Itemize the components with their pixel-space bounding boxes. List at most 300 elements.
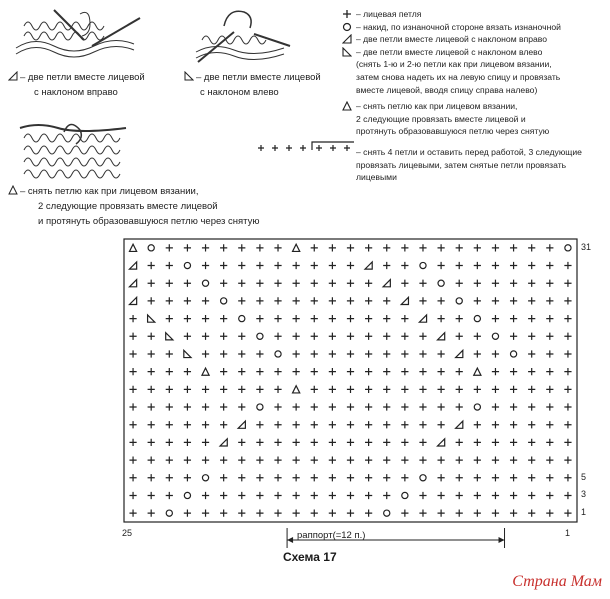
knit-stitch-symbol <box>528 456 535 463</box>
knit-stitch-symbol <box>492 510 499 517</box>
knit-stitch-symbol <box>492 474 499 481</box>
knit-stitch-symbol <box>202 262 209 269</box>
knit-stitch-symbol <box>528 333 535 340</box>
knit-stitch-symbol <box>419 403 426 410</box>
knit-stitch-symbol <box>329 262 336 269</box>
knit-stitch-symbol <box>492 350 499 357</box>
knit-stitch-symbol <box>438 315 445 322</box>
knit-stitch-symbol <box>202 350 209 357</box>
knit-stitch-symbol <box>419 280 426 287</box>
yarn-over-symbol <box>257 333 263 339</box>
row-number-label: 31 <box>581 241 592 252</box>
knit-stitch-symbol <box>528 297 535 304</box>
knit-stitch-symbol <box>564 297 571 304</box>
knit-stitch-symbol <box>184 386 191 393</box>
knit-stitch-symbol <box>256 492 263 499</box>
knit-stitch-symbol <box>220 368 227 375</box>
knit-stitch-symbol <box>401 350 408 357</box>
knit-stitch-symbol <box>456 280 463 287</box>
knit-stitch-symbol <box>202 510 209 517</box>
knit-stitch-symbol <box>546 262 553 269</box>
knit-stitch-symbol <box>311 244 318 251</box>
knit-stitch-symbol <box>365 456 372 463</box>
knit-stitch-symbol <box>220 421 227 428</box>
legend-text: – лицевая петля <box>356 9 422 19</box>
knit-stitch-symbol <box>311 403 318 410</box>
knit-stitch-symbol <box>329 492 336 499</box>
knit-stitch-symbol <box>148 510 155 517</box>
knit-stitch-symbol <box>438 421 445 428</box>
legend-text: – снять петлю как при лицевом вязании, <box>356 101 518 112</box>
knit-stitch-symbol <box>293 439 300 446</box>
knit-stitch-symbol <box>347 510 354 517</box>
knit-stitch-symbol <box>329 403 336 410</box>
knit-stitch-symbol <box>202 333 209 340</box>
knit-stitch-symbol <box>148 386 155 393</box>
legend-text: – снять 4 петли и оставить перед работой, 3 следующие <box>356 146 582 157</box>
knit-stitch-symbol <box>564 492 571 499</box>
knit-stitch-symbol <box>329 333 336 340</box>
knit-stitch-symbol <box>365 386 372 393</box>
knit-stitch-symbol <box>274 333 281 340</box>
caption-line: с наклоном влево <box>200 87 279 98</box>
knit-stitch-symbol <box>129 350 136 357</box>
knit-stitch-symbol <box>238 350 245 357</box>
knit-stitch-symbol <box>202 439 209 446</box>
knit-stitch-symbol <box>293 492 300 499</box>
knit-stitch-symbol <box>166 456 173 463</box>
knit-stitch-symbol <box>510 244 517 251</box>
knit-stitch-symbol <box>474 510 481 517</box>
knit-stitch-symbol <box>220 492 227 499</box>
knit-stitch-symbol <box>365 350 372 357</box>
knit-stitch-symbol <box>238 439 245 446</box>
knit-stitch-symbol <box>329 280 336 287</box>
knit-stitch-symbol <box>438 350 445 357</box>
knit-stitch-symbol <box>383 350 390 357</box>
k2tog-right-symbol <box>438 333 445 340</box>
knit-stitch-symbol <box>546 456 553 463</box>
yarn-over-symbol <box>275 351 281 357</box>
knit-stitch-symbol <box>474 421 481 428</box>
k2tog-left-symbol <box>148 315 155 322</box>
knit-stitch-symbol <box>492 297 499 304</box>
knit-stitch-symbol <box>293 333 300 340</box>
knit-stitch-symbol <box>492 439 499 446</box>
knit-stitch-symbol <box>564 262 571 269</box>
knit-stitch-symbol <box>293 403 300 410</box>
knit-stitch-symbol <box>474 474 481 481</box>
legend-text: – две петли вместе лицевой с наклоном вправо <box>356 34 548 45</box>
knit-stitch-symbol <box>166 439 173 446</box>
knit-stitch-symbol <box>329 439 336 446</box>
knit-stitch-symbol <box>492 315 499 322</box>
yarn-over-symbol <box>184 262 190 268</box>
yarn-over-symbol <box>420 262 426 268</box>
knit-stitch-symbol <box>456 403 463 410</box>
knit-stitch-symbol <box>347 386 354 393</box>
knit-stitch-symbol <box>365 439 372 446</box>
knit-stitch-symbol <box>365 297 372 304</box>
sk2p-symbol <box>293 386 300 393</box>
knit-stitch-symbol <box>474 350 481 357</box>
knit-stitch-symbol <box>510 280 517 287</box>
knit-stitch-symbol <box>474 280 481 287</box>
knit-stitch-symbol <box>474 333 481 340</box>
knit-stitch-symbol <box>528 280 535 287</box>
yarn-over-symbol <box>184 492 190 498</box>
k2tog-left-symbol <box>166 333 173 340</box>
knit-stitch-symbol <box>238 403 245 410</box>
knit-stitch-symbol <box>329 456 336 463</box>
knit-stitch-symbol <box>238 262 245 269</box>
knit-stitch-symbol <box>166 403 173 410</box>
knit-stitch-symbol <box>528 421 535 428</box>
knit-stitch-symbol <box>456 262 463 269</box>
knit-stitch-symbol <box>438 456 445 463</box>
knit-stitch-symbol <box>256 262 263 269</box>
knit-stitch-symbol <box>564 333 571 340</box>
knit-stitch-symbol <box>256 421 263 428</box>
knit-stitch-symbol <box>256 510 263 517</box>
knit-stitch-symbol <box>256 386 263 393</box>
repeat-label: раппорт(=12 п.) <box>297 530 366 541</box>
knit-stitch-symbol <box>492 280 499 287</box>
knit-stitch-symbol <box>184 368 191 375</box>
knit-stitch-symbol <box>293 280 300 287</box>
knit-stitch-symbol <box>293 421 300 428</box>
yarn-over-symbol <box>565 245 571 251</box>
yarn-over-symbol <box>456 298 462 304</box>
knit-stitch-symbol <box>546 510 553 517</box>
knit-stitch-symbol <box>202 315 209 322</box>
caption-line: – две петли вместе лицевой <box>20 72 145 83</box>
knit-stitch-symbol <box>202 403 209 410</box>
knit-stitch-symbol <box>311 262 318 269</box>
knit-stitch-symbol <box>564 386 571 393</box>
knit-stitch-symbol <box>456 386 463 393</box>
knit-stitch-symbol <box>166 474 173 481</box>
knit-stitch-symbol <box>401 368 408 375</box>
k2tog-right-symbol <box>129 262 136 269</box>
knit-stitch-symbol <box>456 510 463 517</box>
knit-stitch-symbol <box>528 439 535 446</box>
knit-stitch-symbol <box>274 280 281 287</box>
knit-stitch-symbol <box>148 439 155 446</box>
knit-stitch-symbol <box>383 297 390 304</box>
knit-stitch-symbol <box>184 315 191 322</box>
knit-stitch-symbol <box>383 403 390 410</box>
knit-stitch-symbol <box>347 421 354 428</box>
knit-stitch-symbol <box>438 244 445 251</box>
knit-stitch-symbol <box>401 386 408 393</box>
knit-stitch-symbol <box>365 421 372 428</box>
knit-stitch-symbol <box>456 439 463 446</box>
knit-stitch-symbol <box>564 350 571 357</box>
knit-stitch-symbol <box>383 386 390 393</box>
sk2p-symbol <box>474 368 481 375</box>
knit-stitch-symbol <box>546 421 553 428</box>
knit-stitch-symbol <box>238 474 245 481</box>
knit-stitch-symbol <box>166 421 173 428</box>
knit-stitch-symbol <box>456 244 463 251</box>
knit-stitch-symbol <box>256 350 263 357</box>
knit-stitch-symbol <box>438 262 445 269</box>
knit-stitch-symbol <box>293 368 300 375</box>
legend-text: – две петли вместе лицевой с наклоном влево <box>356 46 543 57</box>
knit-stitch-symbol <box>347 333 354 340</box>
knit-stitch-symbol <box>184 280 191 287</box>
knit-stitch-symbol <box>220 315 227 322</box>
knit-stitch-symbol <box>256 474 263 481</box>
knit-stitch-symbol <box>311 350 318 357</box>
knit-stitch-symbol <box>564 315 571 322</box>
knit-stitch-symbol <box>238 510 245 517</box>
knit-stitch-symbol <box>401 280 408 287</box>
row-number-label: 5 <box>581 471 587 482</box>
knit-stitch-symbol <box>220 474 227 481</box>
knit-stitch-symbol <box>365 368 372 375</box>
knit-stitch-symbol <box>311 386 318 393</box>
knit-stitch-symbol <box>510 439 517 446</box>
yarn-over-symbol <box>239 315 245 321</box>
knit-stitch-symbol <box>166 297 173 304</box>
knit-stitch-symbol <box>474 297 481 304</box>
knit-stitch-symbol <box>347 315 354 322</box>
knit-stitch-symbol <box>329 244 336 251</box>
k2tog-right-symbol <box>383 280 390 287</box>
knit-stitch-symbol <box>401 474 408 481</box>
caption-line: и протянуть образовавшуюся петлю через снятую <box>38 216 260 227</box>
knit-stitch-symbol <box>383 456 390 463</box>
knit-stitch-symbol <box>148 368 155 375</box>
yarn-over-symbol <box>221 298 227 304</box>
knit-stitch-symbol <box>166 492 173 499</box>
knit-stitch-symbol <box>129 456 136 463</box>
knit-stitch-symbol <box>148 421 155 428</box>
legend-text: протянуть образовавшуюся петлю через снятую <box>356 126 550 137</box>
knit-stitch-symbol <box>456 333 463 340</box>
knit-stitch-symbol <box>383 421 390 428</box>
knit-stitch-symbol <box>438 474 445 481</box>
knit-stitch-symbol <box>438 492 445 499</box>
sk2p-symbol <box>202 368 209 375</box>
knit-stitch-symbol <box>564 474 571 481</box>
knit-stitch-symbol <box>184 333 191 340</box>
k2tog-right-symbol <box>365 262 372 269</box>
knit-stitch-symbol <box>383 333 390 340</box>
legend-text: лицевыми <box>356 172 397 183</box>
knit-stitch-symbol <box>419 456 426 463</box>
knit-stitch-symbol <box>419 350 426 357</box>
knit-stitch-symbol <box>546 492 553 499</box>
knit-stitch-symbol <box>311 368 318 375</box>
knit-stitch-symbol <box>474 492 481 499</box>
knit-stitch-symbol <box>510 492 517 499</box>
yarn-over-symbol <box>166 510 172 516</box>
knit-stitch-symbol <box>456 456 463 463</box>
legend-text: – накид, по изнаночной стороне вязать изнаночной <box>356 21 561 32</box>
knit-stitch-symbol <box>456 474 463 481</box>
knit-stitch-symbol <box>220 333 227 340</box>
knit-stitch-symbol <box>129 421 136 428</box>
knit-stitch-symbol <box>256 439 263 446</box>
legend-text: (снять 1-ю и 2-ю петли как при лицевом вязании, <box>356 59 552 70</box>
knit-stitch-symbol <box>456 492 463 499</box>
caption-line: – снять петлю как при лицевом вязании, <box>20 186 199 197</box>
knit-stitch-symbol <box>401 510 408 517</box>
knit-stitch-symbol <box>311 333 318 340</box>
knit-stitch-symbol <box>166 368 173 375</box>
knit-stitch-symbol <box>546 297 553 304</box>
row-number-label: 3 <box>581 489 587 500</box>
knit-stitch-symbol <box>148 333 155 340</box>
knit-stitch-symbol <box>129 492 136 499</box>
knit-stitch-symbol <box>274 315 281 322</box>
knit-stitch-symbol <box>528 350 535 357</box>
knit-stitch-symbol <box>546 474 553 481</box>
knit-stitch-symbol <box>383 315 390 322</box>
knit-stitch-symbol <box>401 403 408 410</box>
chart-title: Схема 17 <box>283 550 337 564</box>
knit-stitch-symbol <box>456 315 463 322</box>
knit-stitch-symbol <box>438 403 445 410</box>
knit-stitch-symbol <box>293 315 300 322</box>
knit-stitch-symbol <box>329 386 336 393</box>
knit-stitch-symbol <box>510 421 517 428</box>
knit-stitch-symbol <box>383 368 390 375</box>
stitch-number-left: 25 <box>122 528 133 538</box>
knit-stitch-symbol <box>492 368 499 375</box>
knit-stitch-symbol <box>528 386 535 393</box>
knit-stitch-symbol <box>238 333 245 340</box>
k2tog-right-symbol <box>438 439 445 446</box>
knit-stitch-symbol <box>256 315 263 322</box>
knit-stitch-symbol <box>329 510 336 517</box>
knit-stitch-symbol <box>528 510 535 517</box>
knit-stitch-symbol <box>311 297 318 304</box>
knit-stitch-symbol <box>564 510 571 517</box>
knit-stitch-symbol <box>546 368 553 375</box>
knit-stitch-symbol <box>419 244 426 251</box>
yarn-over-symbol <box>202 475 208 481</box>
knit-stitch-symbol <box>311 456 318 463</box>
knit-stitch-symbol <box>492 421 499 428</box>
knit-stitch-symbol <box>220 350 227 357</box>
knit-stitch-symbol <box>401 244 408 251</box>
knit-stitch-symbol <box>510 510 517 517</box>
knit-stitch-symbol <box>546 333 553 340</box>
knit-stitch-symbol <box>510 262 517 269</box>
knit-stitch-symbol <box>347 297 354 304</box>
knit-stitch-symbol <box>474 456 481 463</box>
knit-stitch-symbol <box>401 456 408 463</box>
knit-stitch-symbol <box>274 297 281 304</box>
knit-stitch-symbol <box>528 262 535 269</box>
yarn-over-symbol <box>257 404 263 410</box>
knit-stitch-symbol <box>220 403 227 410</box>
knit-stitch-symbol <box>546 350 553 357</box>
knit-stitch-symbol <box>365 510 372 517</box>
knit-stitch-symbol <box>129 439 136 446</box>
yarn-over-symbol <box>420 475 426 481</box>
k2tog-right-symbol <box>456 421 463 428</box>
knit-stitch-symbol <box>564 421 571 428</box>
k2tog-right-symbol <box>238 421 245 428</box>
yarn-over-symbol <box>402 492 408 498</box>
knit-stitch-symbol <box>293 350 300 357</box>
knit-stitch-symbol <box>202 244 209 251</box>
caption-line: 2 следующие провязать вместе лицевой <box>38 201 218 212</box>
knit-stitch-symbol <box>129 333 136 340</box>
k2tog-right-symbol <box>456 350 463 357</box>
knit-stitch-symbol <box>329 315 336 322</box>
knit-stitch-symbol <box>383 492 390 499</box>
knit-stitch-symbol <box>274 474 281 481</box>
knit-stitch-symbol <box>492 403 499 410</box>
knit-stitch-symbol <box>456 368 463 375</box>
knit-stitch-symbol <box>238 368 245 375</box>
knit-stitch-symbol <box>510 315 517 322</box>
knit-stitch-symbol <box>293 262 300 269</box>
knit-stitch-symbol <box>256 297 263 304</box>
knit-stitch-symbol <box>274 456 281 463</box>
knit-stitch-symbol <box>238 386 245 393</box>
knit-stitch-symbol <box>492 492 499 499</box>
knit-stitch-symbol <box>528 474 535 481</box>
knit-stitch-symbol <box>510 368 517 375</box>
knit-stitch-symbol <box>184 474 191 481</box>
knit-stitch-symbol <box>220 244 227 251</box>
knit-stitch-symbol <box>419 386 426 393</box>
knit-stitch-symbol <box>546 403 553 410</box>
row-number-label: 1 <box>581 507 587 518</box>
knit-stitch-symbol <box>166 244 173 251</box>
knit-stitch-symbol <box>365 280 372 287</box>
knit-stitch-symbol <box>492 262 499 269</box>
knit-stitch-symbol <box>474 439 481 446</box>
k2tog-right-symbol <box>401 297 408 304</box>
knit-stitch-symbol <box>419 439 426 446</box>
caption-line: – две петли вместе лицевой <box>196 72 321 83</box>
knit-stitch-symbol <box>184 421 191 428</box>
knit-stitch-symbol <box>148 280 155 287</box>
knit-stitch-symbol <box>365 403 372 410</box>
knit-stitch-symbol <box>546 280 553 287</box>
knit-stitch-symbol <box>419 368 426 375</box>
knit-stitch-symbol <box>438 297 445 304</box>
knit-stitch-symbol <box>274 244 281 251</box>
sk2p-symbol <box>293 244 300 251</box>
knit-stitch-symbol <box>474 386 481 393</box>
legend-text: затем снова надеть их на левую спицу и провязать <box>356 71 561 82</box>
knit-stitch-symbol <box>129 510 136 517</box>
knit-stitch-symbol <box>419 492 426 499</box>
knit-stitch-symbol <box>293 474 300 481</box>
knit-stitch-symbol <box>293 510 300 517</box>
knit-stitch-symbol <box>256 280 263 287</box>
knit-stitch-symbol <box>238 492 245 499</box>
knit-stitch-symbol <box>220 386 227 393</box>
knit-stitch-symbol <box>311 474 318 481</box>
knit-stitch-symbol <box>329 474 336 481</box>
legend-text: вместе лицевой, вводя спицу справа налево) <box>356 84 538 95</box>
knit-stitch-symbol <box>528 368 535 375</box>
knit-stitch-symbol <box>129 474 136 481</box>
knit-stitch-symbol <box>347 262 354 269</box>
knit-stitch-symbol <box>365 315 372 322</box>
stitch-number-right: 1 <box>565 528 571 538</box>
